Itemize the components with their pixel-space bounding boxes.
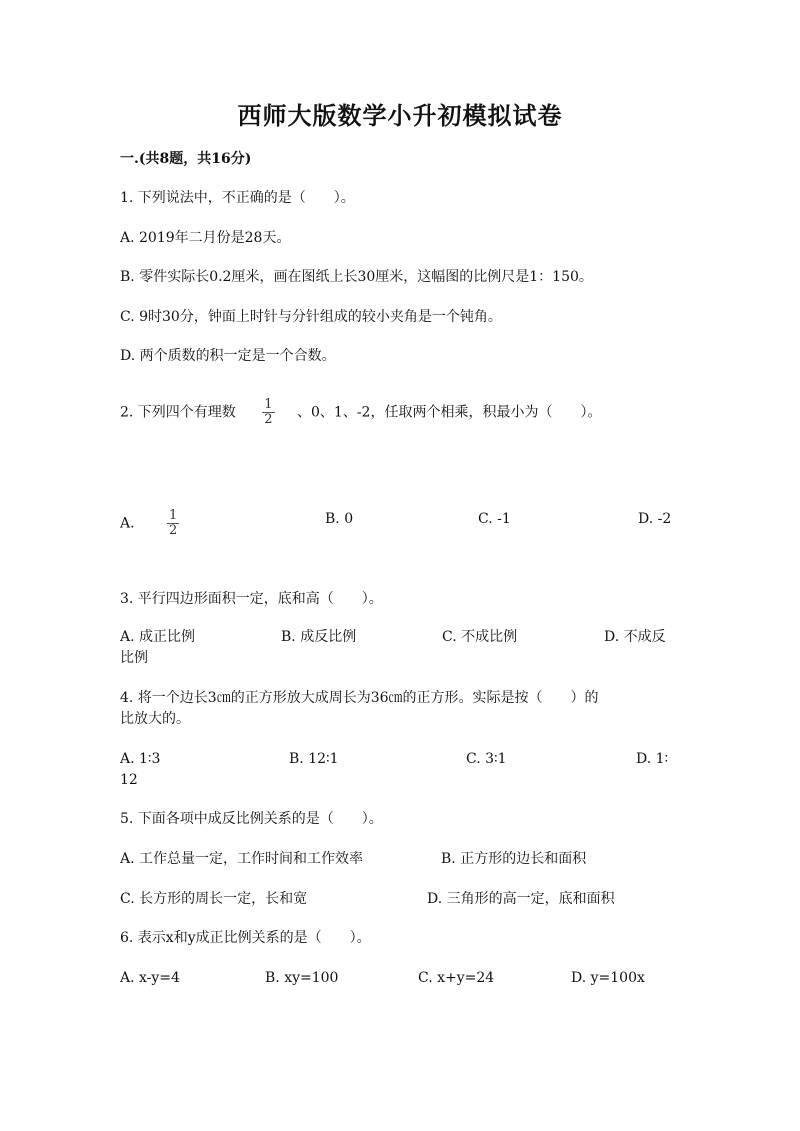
question-3-stem: 3. 平行四边形面积一定，底和高（ ）。 (120, 591, 383, 607)
question-4-option-b: B. 12∶1 (289, 751, 339, 767)
page-title: 西师大版数学小升初模拟试卷 (237, 101, 563, 130)
question-4-option-a: A. 1∶3 (120, 751, 161, 767)
question-2-option-d: D. -2 (638, 511, 672, 527)
question-6-option-a: A. x-y=4 (120, 970, 180, 986)
question-6-option-b: B. xy=100 (265, 970, 339, 986)
question-2-option-a-label: A. (120, 515, 135, 532)
question-5-option-d: D. 三角形的高一定，底和面积 (427, 891, 615, 907)
question-5-stem: 5. 下面各项中成反比例关系的是（ ）。 (120, 811, 383, 827)
question-2-stem-before: 2. 下列四个有理数 (120, 404, 236, 421)
fraction-one-half (167, 509, 179, 538)
question-1-option-c: C. 9时30分，钟面上时针与分针组成的较小夹角是一个钝角。 (120, 309, 502, 325)
question-6-option-d: D. y=100x (571, 970, 645, 986)
fraction-numerator: 1 (169, 508, 178, 523)
question-2-option-b: B. 0 (325, 511, 354, 527)
question-5-option-a: A. 工作总量一定，工作时间和工作效率 (120, 851, 364, 867)
question-5-option-b: B. 正方形的边长和面积 (441, 851, 587, 867)
question-3-option-a: A. 成正比例 (120, 629, 196, 645)
question-4-option-c: C. 3∶1 (466, 751, 507, 767)
question-1-option-d: D. 两个质数的积一定是一个合数。 (120, 348, 336, 364)
question-4-stem: 4. 将一个边长3㎝的正方形放大成周长为36㎝的正方形。实际是按（ ）的 (120, 690, 599, 706)
question-4-option-d-cont: 12 (120, 772, 138, 788)
section-heading: 一.(共8题，共16分) (120, 151, 252, 167)
fraction-numerator: 1 (264, 397, 273, 412)
question-5-option-c: C. 长方形的周长一定，长和宽 (120, 891, 308, 907)
question-4-option-d: D. 1∶ (636, 751, 669, 767)
question-1-option-a: A. 2019年二月份是28天。 (120, 230, 291, 246)
question-2-option-c: C. -1 (478, 511, 511, 527)
fraction-denominator: 2 (169, 523, 178, 538)
fraction-denominator: 2 (264, 412, 273, 427)
question-2-option-a (120, 509, 179, 538)
question-1-option-b: B. 零件实际长0.2厘米，画在图纸上长30厘米，这幅图的比例尺是1：150。 (120, 269, 593, 285)
question-3-option-d: D. 不成反 (604, 629, 666, 645)
question-3-option-b: B. 成反比例 (281, 629, 357, 645)
question-3-option-d-cont: 比例 (120, 650, 148, 666)
question-6-option-c: C. x+y=24 (418, 970, 495, 986)
question-2-stem-after: 、0、1、-2，任取两个相乘，积最小为（ ）。 (297, 404, 602, 421)
question-4-stem-cont: 比放大的。 (120, 711, 190, 727)
question-2-stem (120, 398, 601, 427)
question-1-stem: 1. 下列说法中，不正确的是（ ）。 (120, 190, 355, 206)
question-3-option-c: C. 不成比例 (442, 629, 518, 645)
fraction-one-half (262, 398, 274, 427)
question-6-stem: 6. 表示x和y成正比例关系的是（ ）。 (120, 930, 371, 946)
